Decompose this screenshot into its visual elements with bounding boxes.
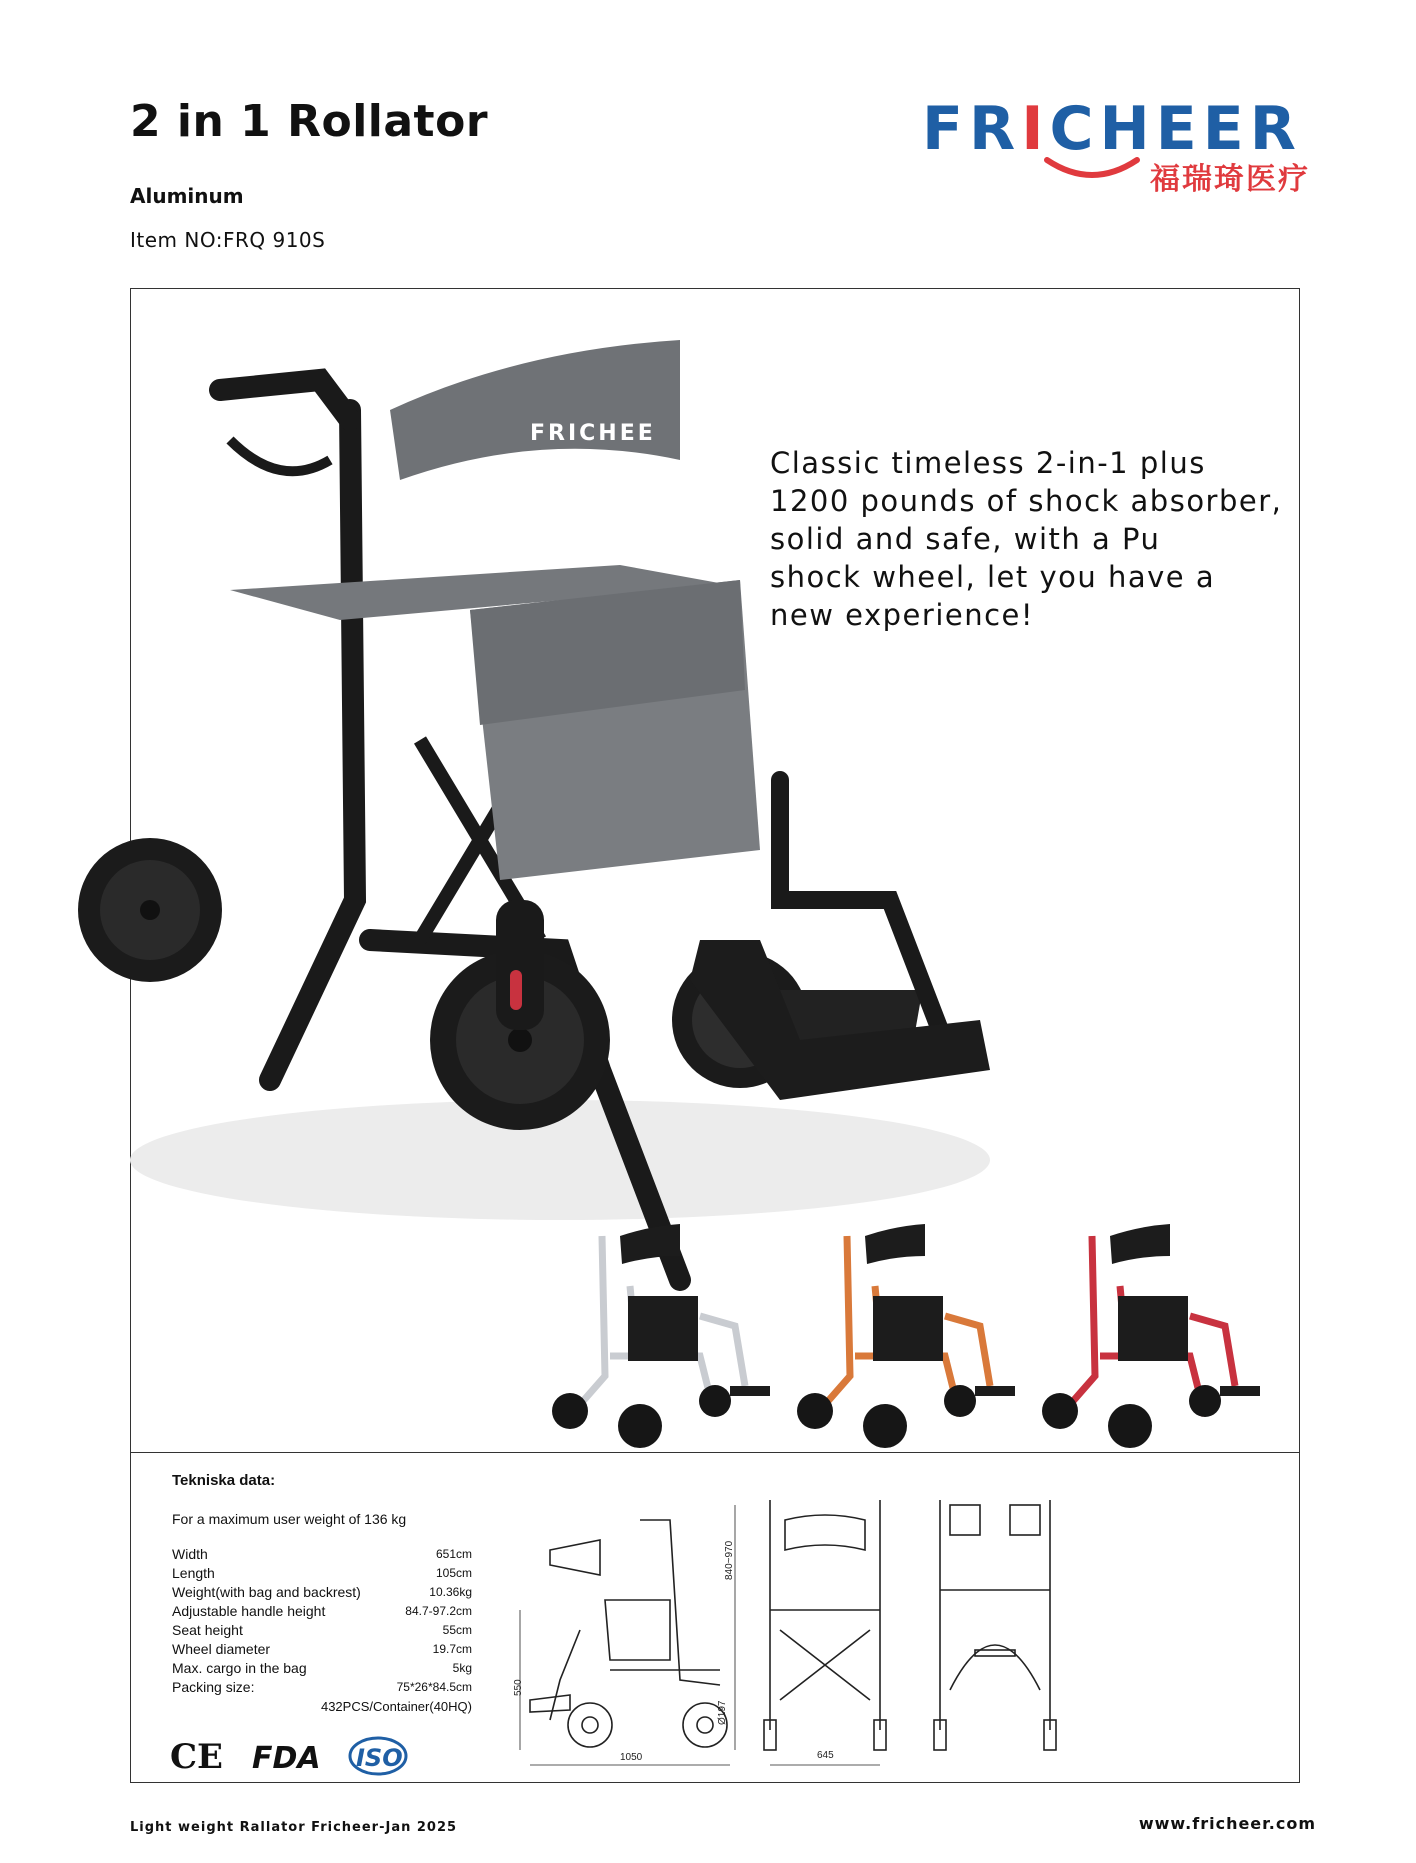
- spec-row: [172, 1564, 472, 1583]
- width-dimension: 645: [817, 1750, 834, 1761]
- wheel: [863, 1404, 907, 1448]
- spec-value: 5kg: [452, 1661, 472, 1675]
- spec-label: Max. cargo in the bag: [172, 1660, 307, 1676]
- color-variant: [797, 1224, 1015, 1448]
- certification-logos: [170, 1734, 470, 1778]
- tagline-line: 1200 pounds of shock absorber,: [770, 484, 1283, 518]
- wheel: [797, 1393, 833, 1429]
- page-title: 2 in 1 Rollator: [130, 96, 489, 147]
- wheel: [944, 1385, 976, 1417]
- tagline-line: Classic timeless 2-in-1 plus: [770, 446, 1206, 480]
- tagline-line: solid and safe, with a Pu: [770, 522, 1161, 556]
- item-number: Item NO:FRQ 910S: [130, 228, 326, 252]
- spec-value: 105cm: [435, 1566, 472, 1580]
- wheel: [618, 1404, 662, 1448]
- spec-label: Packing size:: [172, 1679, 255, 1695]
- wheel: [699, 1385, 731, 1417]
- rear-view-drawing: [934, 1500, 1056, 1750]
- website-link[interactable]: www.fricheer.com: [1138, 1814, 1316, 1833]
- spec-value: 651cm: [435, 1547, 472, 1561]
- wheel: [1189, 1385, 1221, 1417]
- tagline-line: shock wheel, let you have a: [770, 560, 1216, 594]
- spec-label: Width: [172, 1546, 208, 1562]
- iso-logo-icon: ISO: [356, 1744, 403, 1772]
- product-tagline: [770, 444, 1300, 634]
- color-variant: [552, 1224, 770, 1448]
- spec-label: Wheel diameter: [172, 1641, 271, 1657]
- height-dimension: 550: [513, 1679, 524, 1696]
- front-view-drawing: [764, 1500, 886, 1765]
- wheel-diameter-dimension: Ø197: [717, 1700, 728, 1725]
- fda-logo-icon: FDA: [252, 1741, 321, 1776]
- front-left-wheel: [78, 838, 222, 982]
- max-weight-note: For a maximum user weight of 136 kg: [172, 1511, 407, 1527]
- backrest-logo: FRICHEE: [530, 421, 656, 446]
- handle-range-dimension: 840~970: [724, 1540, 735, 1580]
- wheel: [1042, 1393, 1078, 1429]
- spec-value: 84.7-97.2cm: [405, 1604, 472, 1618]
- spec-row: [172, 1583, 472, 1602]
- spec-value: 10.36kg: [429, 1585, 472, 1599]
- spec-row: [172, 1640, 472, 1659]
- technical-data: [172, 1472, 472, 1716]
- spec-value: 19.7cm: [432, 1642, 472, 1656]
- spec-label: Length: [172, 1565, 215, 1581]
- spec-row: [172, 1659, 472, 1678]
- side-view-drawing: [520, 1505, 735, 1765]
- color-variants: [540, 1226, 1300, 1456]
- spec-row: [172, 1621, 472, 1640]
- tagline-line: new experience!: [770, 598, 1035, 632]
- ce-mark-icon: CE: [170, 1737, 223, 1777]
- wheel: [552, 1393, 588, 1429]
- footer-caption: Light weight Rallator Fricheer-Jan 2025: [130, 1820, 458, 1835]
- spec-row: [172, 1545, 472, 1564]
- spec-label: Weight(with bag and backrest): [172, 1584, 361, 1600]
- brand-logo: [922, 94, 1322, 197]
- packing-quantity: 432PCS/Container(40HQ): [320, 1699, 472, 1714]
- material-label: Aluminum: [130, 184, 244, 208]
- smile-mark-icon: [1042, 156, 1142, 180]
- technical-drawings: [513, 1480, 1290, 1770]
- length-dimension: 1050: [620, 1752, 643, 1763]
- spec-row: [172, 1602, 472, 1621]
- wheel: [1108, 1404, 1152, 1448]
- brand-wordmark: FRICHEER: [922, 94, 1302, 164]
- spec-label: Seat height: [172, 1622, 243, 1638]
- spec-label: Adjustable handle height: [172, 1603, 326, 1619]
- specs-title: Tekniska data:: [172, 1472, 276, 1489]
- spec-row: [172, 1678, 472, 1697]
- spec-value: 55cm: [442, 1623, 472, 1637]
- spec-value: 75*26*84.5cm: [396, 1680, 472, 1694]
- brand-chinese-name: 福瑞琦医疗: [1150, 162, 1310, 197]
- color-variant: [1042, 1224, 1260, 1448]
